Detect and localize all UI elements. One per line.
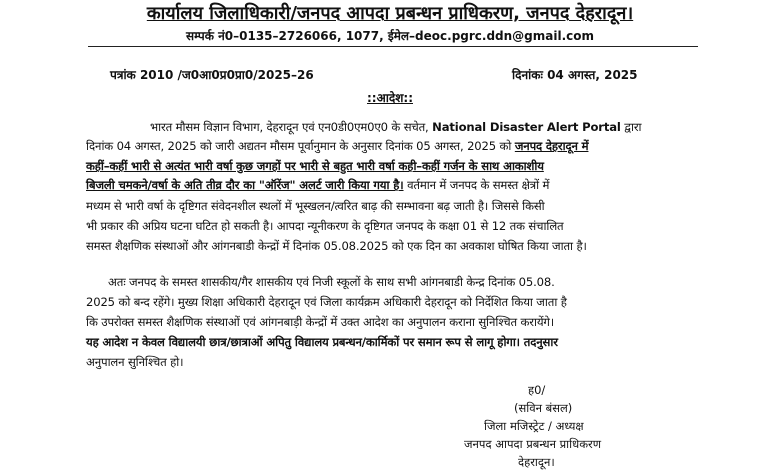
signatory-name: (सविन बंसल) bbox=[514, 401, 573, 415]
para1-line2-text: दिनांक 04 अगस्त, 2025 को जारी अद्यतन मौसम पूर्वानुमान के अनुसार दिनांक 05 अगस्त, 2025 को bbox=[86, 139, 512, 153]
portal-name: National Disaster Alert Portal bbox=[432, 120, 621, 134]
header-divider bbox=[88, 46, 698, 47]
para1-line1-text: भारत मौसम विज्ञान विभाग, देहरादून एवं एन0डी0एम0ए0 के सचेत, bbox=[150, 120, 429, 134]
para1-line5: मध्यम से भारी वर्षा के दृष्टिगत संवेदनशील स्थलों में भूस्खलन/त्वरित बाढ़ की सम्भावना बढ़ जाती है। जिससे किसी bbox=[86, 199, 545, 213]
para2-line1: अतः जनपद के समस्त शासकीय/गैर शासकीय एवं निजी स्कूलों के साथ सभी आंगनबाडी केन्द्र दिनांक 05.08. bbox=[108, 275, 555, 289]
orange-alert-text: बिजली चमकने/वर्षा के अति तीव्र दौर का "ऑरेंज" अलर्ट जारी किया गया है। bbox=[86, 178, 404, 192]
para1-line2 bbox=[86, 139, 588, 154]
para1-line3: कहीं–कहीं भारी से अत्यंत भारी वर्षा कुछ जगहों पर भारी से बहुत भारी वर्षा कही–कहीं गर्जन के साथ आकाशीय bbox=[86, 159, 544, 173]
order-heading: ::आदेश:: bbox=[367, 91, 413, 105]
signatory-place: देहरादून। bbox=[518, 455, 555, 469]
contact-line: सम्पर्क नं0–0135–2726066, 1077, ईमेल–deoc.pgrc.ddn@gmail.com bbox=[185, 29, 595, 43]
para1-line6: भी प्रकार की अप्रिय घटना घटित हो सकती है। आपदा न्यूनीकरण के दृष्टिगत जनपद के कक्षा 01 से 12 तक संचालित bbox=[86, 219, 564, 233]
letter-number: पत्रांक 2010 /ज0आ0प्र0प्रा0/2025–26 bbox=[110, 68, 314, 82]
para1-line2-highlight: जनपद देहरादून में bbox=[514, 139, 589, 153]
letter-date: दिनांकः 04 अगस्त, 2025 bbox=[512, 68, 638, 82]
signature-mark: ह0/ bbox=[528, 383, 546, 397]
para1-line1-end: द्वारा bbox=[624, 120, 642, 134]
para1-line1 bbox=[150, 120, 641, 135]
office-header bbox=[0, 1, 780, 25]
para2-line5: अनुपालन सुनिश्चित हो। bbox=[86, 355, 184, 369]
para2-line3: कि उपरोक्त समस्त शैक्षणिक संस्थाओं एवं आंगनबाड़ी केन्द्रों में उक्त आदेश का अनुपालन कराना सुनिश्चित करायेंगे। bbox=[86, 315, 555, 329]
para1-line7: समस्त शैक्षणिक संस्थाओं और आंगनबाडी केन्द्रों में दिनांक 05.08.2025 को एक दिन का अवकाश घोषित किया जाता है। bbox=[86, 239, 587, 253]
para2-line4: यह आदेश न केवल विद्यालयी छात्र/छात्राओं अपितु विद्यालय प्रबन्धन/कार्मिकों पर समान रूप से लागू होगा। तदनुसार bbox=[86, 335, 558, 349]
signatory-designation: जिला मजिस्ट्रेट / अध्यक्ष bbox=[484, 419, 584, 433]
para1-line4 bbox=[86, 178, 549, 193]
signatory-authority: जनपद आपदा प्रबन्धन प्राधिकरण bbox=[464, 437, 602, 451]
para1-line4-text: वर्तमान में जनपद के समस्त क्षेत्रों में bbox=[403, 178, 550, 192]
office-title: कार्यालय जिलाधिकारी/जनपद आपदा प्रबन्धन प्राधिकरण, जनपद देहरादून। bbox=[146, 3, 634, 24]
para2-line2: 2025 को बन्द रहेंगे। मुख्य शिक्षा अधिकारी देहरादून एवं जिला कार्यक्रम अधिकारी देहरादून को निर्देशित किया जाता है bbox=[86, 295, 567, 309]
